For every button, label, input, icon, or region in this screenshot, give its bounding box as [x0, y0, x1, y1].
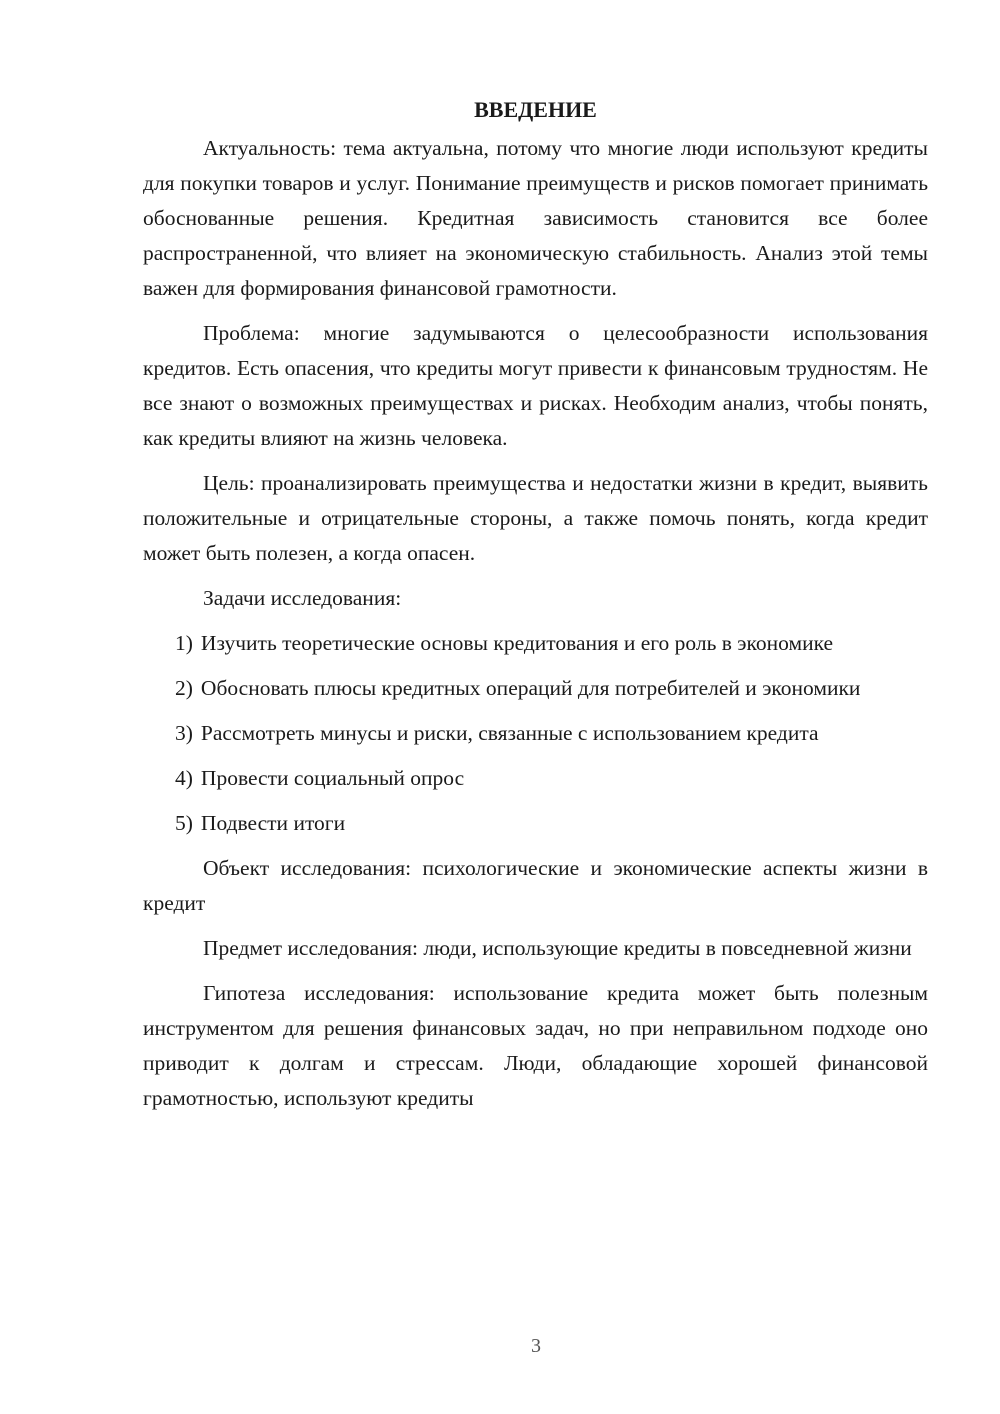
tasks-title: Задачи исследования:	[203, 586, 402, 610]
task-item	[143, 671, 928, 706]
task-item	[143, 626, 928, 661]
relevance-paragraph: Актуальность: тема актуальна, потому что многие люди используют кредиты для покупки товаров и услуг. Понимание преимуществ и рисков помогает принимать обоснованные решения. Кредитная зависимость становится все более распространенной, что влияет на экономическую стабильность. Анализ этой темы важен для формирования финансовой грамотности.	[143, 136, 928, 300]
task-text: Изучить теоретические основы кредитования и его роль в экономике	[200, 631, 834, 655]
task-number: 4)	[175, 766, 193, 790]
task-item	[143, 806, 928, 841]
subject-paragraph: Предмет исследования: люди, использующие кредиты в повседневной жизни	[203, 936, 912, 960]
object-paragraph: Объект исследования: психологические и экономические аспекты жизни в кредит	[143, 856, 928, 915]
task-text: Рассмотреть минусы и риски, связанные с использованием кредита	[200, 721, 819, 745]
section-heading: ВВЕДЕНИЕ	[474, 97, 597, 122]
task-text: Провести социальный опрос	[200, 766, 465, 790]
task-text: Обосновать плюсы кредитных операций для потребителей и экономики	[200, 676, 861, 700]
task-number: 1)	[175, 631, 193, 655]
task-number: 3)	[175, 721, 193, 745]
task-item	[143, 716, 928, 751]
problem-paragraph: Проблема: многие задумываются о целесообразности использования кредитов. Есть опасения, что кредиты могут привести к финансовым трудностям. Не все знают о возможных преимуществах и рисках. Необходим анализ, чтобы понять, как кредиты влияют на жизнь человека.	[143, 321, 928, 450]
task-text: Подвести итоги	[200, 811, 346, 835]
task-number: 2)	[175, 676, 193, 700]
hypothesis-paragraph: Гипотеза исследования: использование кредита может быть полезным инструментом для решения финансовых задач, но при неправильном подходе оно приводит к долгам и стрессам. Люди, обладающие хорошей финансовой грамотностью, используют кредиты	[143, 981, 928, 1110]
goal-paragraph: Цель: проанализировать преимущества и недостатки жизни в кредит, выявить положительные и отрицательные стороны, а также помочь понять, когда кредит может быть полезен, а когда опасен.	[143, 471, 928, 565]
document-page	[143, 95, 928, 1126]
task-number: 5)	[175, 811, 193, 835]
page-number: 3	[531, 1335, 541, 1357]
task-item	[143, 761, 928, 796]
